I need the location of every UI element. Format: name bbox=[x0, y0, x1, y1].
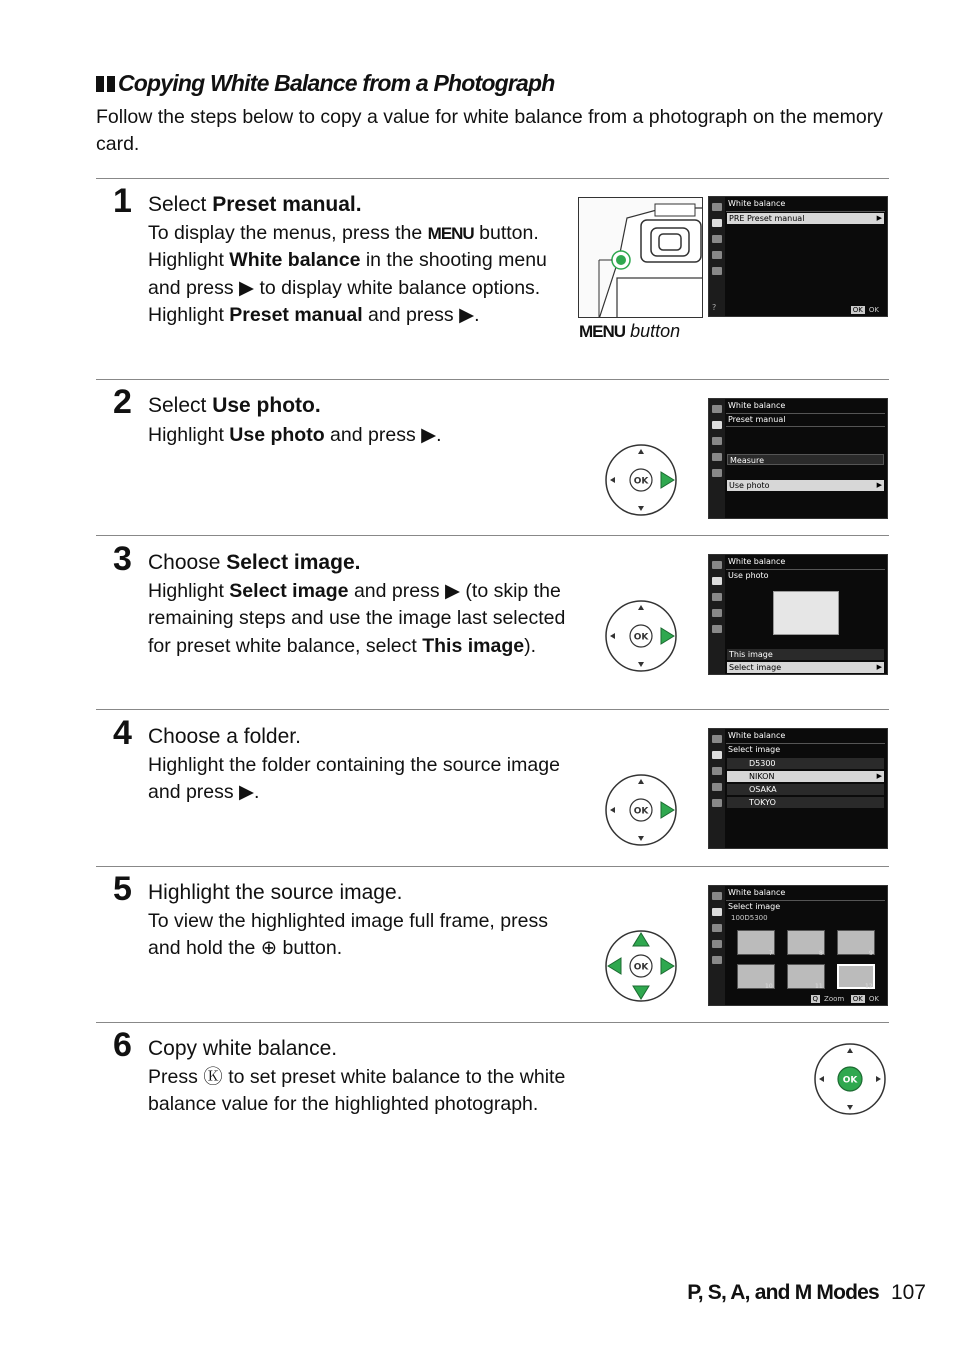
screen-row: This image bbox=[727, 649, 884, 660]
svg-text:OK: OK bbox=[633, 806, 649, 817]
menu-screen-select-folder: White balance Select image D5300 NIKON ▶ OSAKA TOKYO bbox=[708, 728, 888, 849]
page-number: 107 bbox=[890, 1281, 926, 1304]
screen-row: TOKYO bbox=[727, 797, 884, 808]
body-text: Highlight bbox=[148, 424, 230, 446]
step-title: Copy white balance. bbox=[148, 1037, 338, 1060]
body-text: to set preset white balance to the white balance value for the highlighted photograph. bbox=[148, 1066, 566, 1116]
screen-row: PRE Preset manual ▶ bbox=[729, 214, 882, 223]
step-number: 5 bbox=[113, 870, 132, 908]
divider bbox=[96, 866, 889, 867]
screen-row: Use photo ▶ bbox=[729, 481, 882, 490]
step-body bbox=[148, 578, 568, 660]
svg-text:OK: OK bbox=[842, 1075, 858, 1086]
body-text: in the shooting menu and press ▶ to display white balance options. Highlight bbox=[148, 249, 547, 326]
step-body bbox=[148, 1064, 568, 1119]
body-text: and press ▶. bbox=[324, 424, 442, 446]
multi-selector-right-icon bbox=[604, 599, 678, 673]
body-bold-term: Preset manual bbox=[229, 303, 363, 326]
menu-screen-select-image: White balance Select image 100D5300 7 8 9 10 11 12 Q Zoom OK OK bbox=[708, 885, 888, 1006]
section-title: Copying White Balance from a Photograph bbox=[118, 70, 555, 96]
body-text: ). bbox=[524, 634, 537, 657]
folder-label: 100D5300 bbox=[731, 914, 768, 922]
divider bbox=[96, 379, 889, 380]
body-text: Ⓚ bbox=[203, 1066, 223, 1088]
step-number: 2 bbox=[113, 383, 132, 421]
body-text: Highlight bbox=[148, 580, 230, 602]
multi-selector-all-directions-icon bbox=[604, 929, 678, 1003]
svg-text:OK: OK bbox=[633, 962, 649, 973]
section-intro: Follow the steps below to copy a value for white balance from a photograph on the memory card. bbox=[96, 106, 883, 155]
svg-text:OK: OK bbox=[633, 476, 649, 487]
body-text: and press ▶. bbox=[362, 303, 480, 326]
step-title: Select Use photo. bbox=[148, 394, 321, 417]
step-title: Choose a folder. bbox=[148, 725, 301, 748]
body-text: To view the highlighted image full frame, press and hold the bbox=[148, 910, 548, 960]
menu-screen-preset-manual: White balance Preset manual Measure Use photo ▶ bbox=[708, 398, 888, 519]
step-number: 1 bbox=[113, 182, 132, 220]
body-bold-term: Use photo bbox=[229, 424, 325, 446]
screen-row: Select image ▶ bbox=[729, 663, 882, 672]
body-text: Highlight the folder containing the source image and press ▶. bbox=[148, 754, 560, 804]
body-text: button. Highlight bbox=[148, 222, 539, 272]
image-preview bbox=[773, 591, 839, 635]
body-text: Press bbox=[148, 1066, 204, 1088]
footer-section: P, S, A, and M Modes bbox=[687, 1281, 879, 1304]
step-body bbox=[148, 908, 568, 963]
menu-screen-use-photo: White balance Use photo This image Select image ▶ bbox=[708, 554, 888, 675]
step-body bbox=[148, 752, 568, 807]
screen-row: OSAKA bbox=[727, 784, 884, 795]
step-title: Highlight the source image. bbox=[148, 881, 403, 904]
step-body bbox=[148, 422, 568, 449]
heading-marker-icon bbox=[107, 76, 115, 92]
zoom-ok-indicator: Q Zoom OK OK bbox=[812, 995, 879, 1003]
body-bold-term: This image bbox=[422, 634, 525, 657]
step-number: 3 bbox=[113, 540, 132, 578]
body-bold-term: White balance bbox=[229, 249, 361, 272]
camera-back-illustration bbox=[578, 197, 703, 318]
step-title: Choose Select image. bbox=[148, 551, 361, 574]
multi-selector-right-icon bbox=[604, 773, 678, 847]
multi-selector-right-icon bbox=[604, 443, 678, 517]
step-number: 4 bbox=[113, 714, 132, 752]
body-bold-term: Select image bbox=[229, 580, 349, 602]
screen-row: NIKON ▶ bbox=[727, 771, 884, 782]
body-text: To display the menus, press the bbox=[148, 222, 428, 244]
step-number: 6 bbox=[113, 1026, 132, 1064]
screen-row: D5300 bbox=[727, 758, 884, 769]
body-text: ⊕ bbox=[260, 937, 278, 960]
divider bbox=[96, 535, 889, 536]
menu-screen-white-balance: White balance PRE Preset manual ▶ ? OK OK bbox=[708, 196, 888, 317]
divider bbox=[96, 178, 889, 179]
body-text: button. bbox=[277, 937, 343, 960]
multi-selector-ok-icon bbox=[813, 1042, 887, 1116]
heading-marker-icon bbox=[96, 76, 104, 92]
step-title: Select Preset manual. bbox=[148, 193, 362, 216]
screen-row: Measure bbox=[727, 454, 884, 465]
divider bbox=[96, 1022, 889, 1023]
body-text: MENU bbox=[427, 224, 474, 243]
page-footer bbox=[687, 1281, 926, 1305]
body-text: and press ▶ (to skip the remaining steps and use the image last selected for preset white balance, select bbox=[148, 580, 566, 657]
step-body bbox=[148, 220, 568, 329]
svg-text:OK: OK bbox=[633, 632, 649, 643]
divider bbox=[96, 709, 889, 710]
help-icon: ? bbox=[712, 303, 717, 312]
menu-button-caption: MENU button bbox=[579, 321, 681, 341]
section-heading bbox=[96, 70, 555, 97]
ok-indicator: OK OK bbox=[852, 306, 879, 314]
